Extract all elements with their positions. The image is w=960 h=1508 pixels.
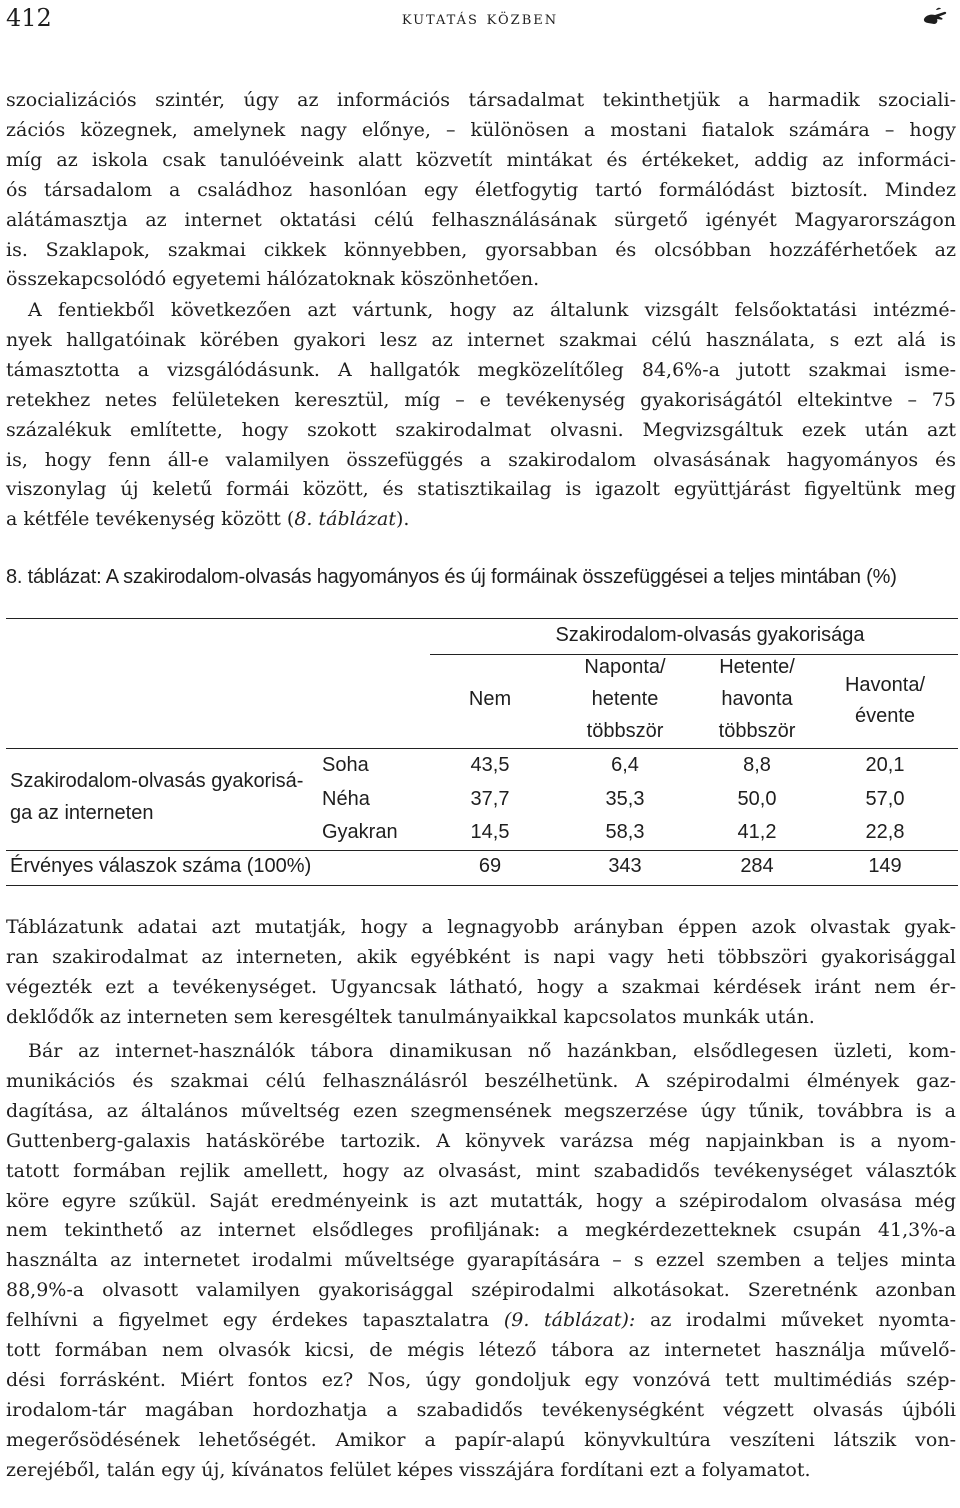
text-line: zerejéből, talán egy új, kívánatos felület képes visszájára fordítani ezt a folyamatot. — [6, 1458, 811, 1481]
total-row-label: Érvényes válaszok száma (100%) — [10, 855, 312, 877]
table-cell: 41,2 — [737, 821, 777, 843]
col-header-naponta: Naponta/ — [584, 656, 666, 678]
page-header — [0, 0, 960, 40]
table-cell: 37,7 — [470, 788, 510, 810]
col-header-naponta: hetente — [591, 688, 659, 710]
table-cell: 35,3 — [605, 788, 645, 810]
table-cell: 284 — [740, 855, 774, 877]
text-line: viszonylag új keletű formái között, és statisztikailag is igazolt együttjárást figyeltünk meg — [6, 478, 956, 501]
col-header-havonta: Havonta/ — [844, 674, 926, 696]
text-run: felhívni a figyelmet egy érdekes tapasztalatra — [6, 1309, 504, 1332]
table-reference: (9. táblázat): — [503, 1309, 636, 1332]
paragraph-3 — [6, 913, 956, 1033]
text-line — [6, 1306, 956, 1336]
text-line: irodalom-tár magában hordozhatja a szabadidős tevékenységként végzett olvasás újbóli — [6, 1398, 956, 1421]
text-line: támasztotta a vizsgálódásunk. A hallgatók megközelítőleg 84,6%-a jutott szakmai isme- — [6, 358, 956, 381]
text-line: használta az internetet irodalmi műveltsége gyarapítására – s ezzel szemben a teljes minta — [6, 1249, 956, 1272]
text-line: tott formában nem olvasók kicsi, de mégis létező tábora az internetet használja művelő- — [6, 1339, 956, 1362]
page-number: 412 — [6, 4, 52, 32]
row-label-soha: Soha — [322, 754, 369, 776]
table-top-rule — [6, 618, 958, 619]
text-run: az irodalmi műveket nyomta- — [635, 1309, 957, 1332]
text-line: is, hogy fenn áll-e valamilyen összefüggés a szakirodalom olvasásának hagyományos és — [6, 448, 956, 471]
text-line: ós társadalom a családhoz hasonlóan egy életfogytig tartó formálódást biztosít. Mindez — [6, 178, 956, 201]
text-line: végezték ezt a tevékenységet. Ugyancsak látható, hogy a szakmai kérdések iránt nem ér- — [6, 975, 956, 998]
col-header-hetente: havonta — [721, 688, 793, 710]
table-cell: 22,8 — [865, 821, 905, 843]
text-line: köre egyre szűkül. Saját eredményeink is azt mutatták, hogy a szépirodalom olvasása még — [6, 1189, 956, 1212]
table-caption: 8. táblázat: A szakirodalom-olvasás hagyományos és új formáinak összefüggései a teljes mintában (%) — [6, 566, 897, 588]
text-line: munikációs és szakmai célú felhasználásról beszélhetünk. A szépirodalmi élmények gaz- — [6, 1069, 956, 1092]
row-label-gyakran: Gyakran — [322, 821, 398, 843]
row-group-label: ga az interneten — [10, 802, 154, 824]
table-cell: 149 — [868, 855, 902, 877]
text-line: retekhez netes felületeken keresztül, míg – e tevékenység gyakoriságától eltekintve – 75 — [6, 388, 956, 411]
text-line: megerősödésének lehetőségét. Amikor a papír-alapú könyvkultúra veszíteni látszik von- — [6, 1428, 956, 1451]
table-cell: 6,4 — [611, 754, 639, 776]
text-run: ). — [395, 508, 410, 531]
paragraph-4 — [6, 1037, 956, 1486]
col-header-hetente: Hetente/ — [719, 656, 795, 678]
table-cell: 8,8 — [743, 754, 771, 776]
col-header-nem: Nem — [468, 688, 512, 710]
text-line: tatott formában rejlik amellett, hogy az olvasást, mint szabadidős tevékenységet választók — [6, 1159, 956, 1182]
table-cell: 43,5 — [470, 754, 510, 776]
text-line: Guttenberg-galaxis hatáskörébe tartozik. A könyvek varázsa még napjainkban is a nyom- — [6, 1129, 956, 1152]
text-line: deklődők az interneten sem keresgéltek tanulmányaikkal kapcsolatos munkák után. — [6, 1005, 815, 1028]
running-title: kutatás közben — [401, 8, 559, 29]
group-header-rule — [430, 654, 958, 655]
table-cell: 343 — [608, 855, 642, 877]
text-line: összekapcsolódó egyetemi hálózatoknak köszönhetően. — [6, 268, 540, 291]
table-cell: 58,3 — [605, 821, 645, 843]
text-line: zációs közegnek, amelynek nagy előnye, – különösen a mostani fiatalok számára – hogy — [6, 118, 956, 141]
text-line: A fentiekből következően azt vártunk, hogy az általunk vizsgált felsőoktatási intézmé- — [28, 299, 956, 321]
paragraph-2 — [6, 296, 956, 535]
text-line: míg az iskola csak tanulóéveink alatt közvetít mintákat és értékeket, addig az informáci- — [6, 148, 956, 171]
text-line: nyek hallgatóinak körében gyakori lesz az internet szakmai célú használata, s ezt alá is — [6, 328, 956, 351]
text-line: ran szakirodalmat az interneten, akik egyébként is napi vagy heti többszöri gyakorisággal — [6, 945, 956, 968]
text-line: nem tekinthető az internet elsődleges profiljának: a megkérdezetteknek csupán 41,3%-a — [6, 1219, 956, 1242]
table-reference: 8. táblázat — [294, 508, 396, 531]
text-line: 88,9%-a olvasott valamilyen gyakorisággal szépirodalmi alkotásokat. Szeretnénk azonban — [6, 1279, 956, 1302]
text-line: Bár az internet-használók tábora dinamikusan nő hazánkban, elsődlegesen üzleti, kom- — [28, 1040, 956, 1062]
text-line: alátámasztja az internet oktatási célú felhasználásának sürgető igényét Magyarországon — [6, 208, 956, 231]
col-header-naponta: többször — [586, 720, 664, 742]
col-header-hetente: többször — [718, 720, 796, 742]
text-line: dagítása, az általános műveltség ezen szegmensének megszerzése úgy tűnik, továbbra is a — [6, 1099, 956, 1122]
paragraph-1 — [6, 86, 956, 295]
col-header-havonta: évente — [854, 705, 916, 727]
row-label-neha: Néha — [322, 788, 370, 810]
text-line: is. Szaklapok, szakmai cikkek könnyebben, gyorsabban és olcsóbban hozzáférhetőek az — [6, 238, 956, 261]
group-header: Szakirodalom-olvasás gyakorisága — [555, 624, 865, 646]
text-line: Táblázatunk adatai azt mutatják, hogy a legnagyobb arányban éppen azok olvastak gyak- — [6, 916, 956, 938]
table-cell: 50,0 — [737, 788, 777, 810]
table-cell: 14,5 — [470, 821, 510, 843]
body-bottom-rule — [6, 850, 958, 851]
text-line: szocializációs szintér, úgy az információs társadalmat tekinthetjük a harmadik szociali- — [6, 89, 956, 111]
table-cell: 57,0 — [865, 788, 905, 810]
text-run: a kétféle tevékenység között ( — [6, 508, 295, 531]
text-line: dési forrásként. Miért fontos ez? Nos, úgy gondoljuk egy vonzóvá tett multimédiás szép- — [6, 1368, 956, 1391]
header-bottom-rule — [6, 748, 958, 749]
text-line: százalékuk említette, hogy szokott szakirodalmat olvasni. Megvizsgáltuk ezek után azt — [6, 418, 956, 441]
table-bottom-rule — [6, 885, 958, 886]
manicule-icon — [922, 6, 948, 28]
table-cell: 69 — [478, 855, 502, 877]
text-line — [6, 505, 956, 535]
row-group-label: Szakirodalom-olvasás gyakorisá- — [10, 770, 304, 792]
table-cell: 20,1 — [865, 754, 905, 776]
